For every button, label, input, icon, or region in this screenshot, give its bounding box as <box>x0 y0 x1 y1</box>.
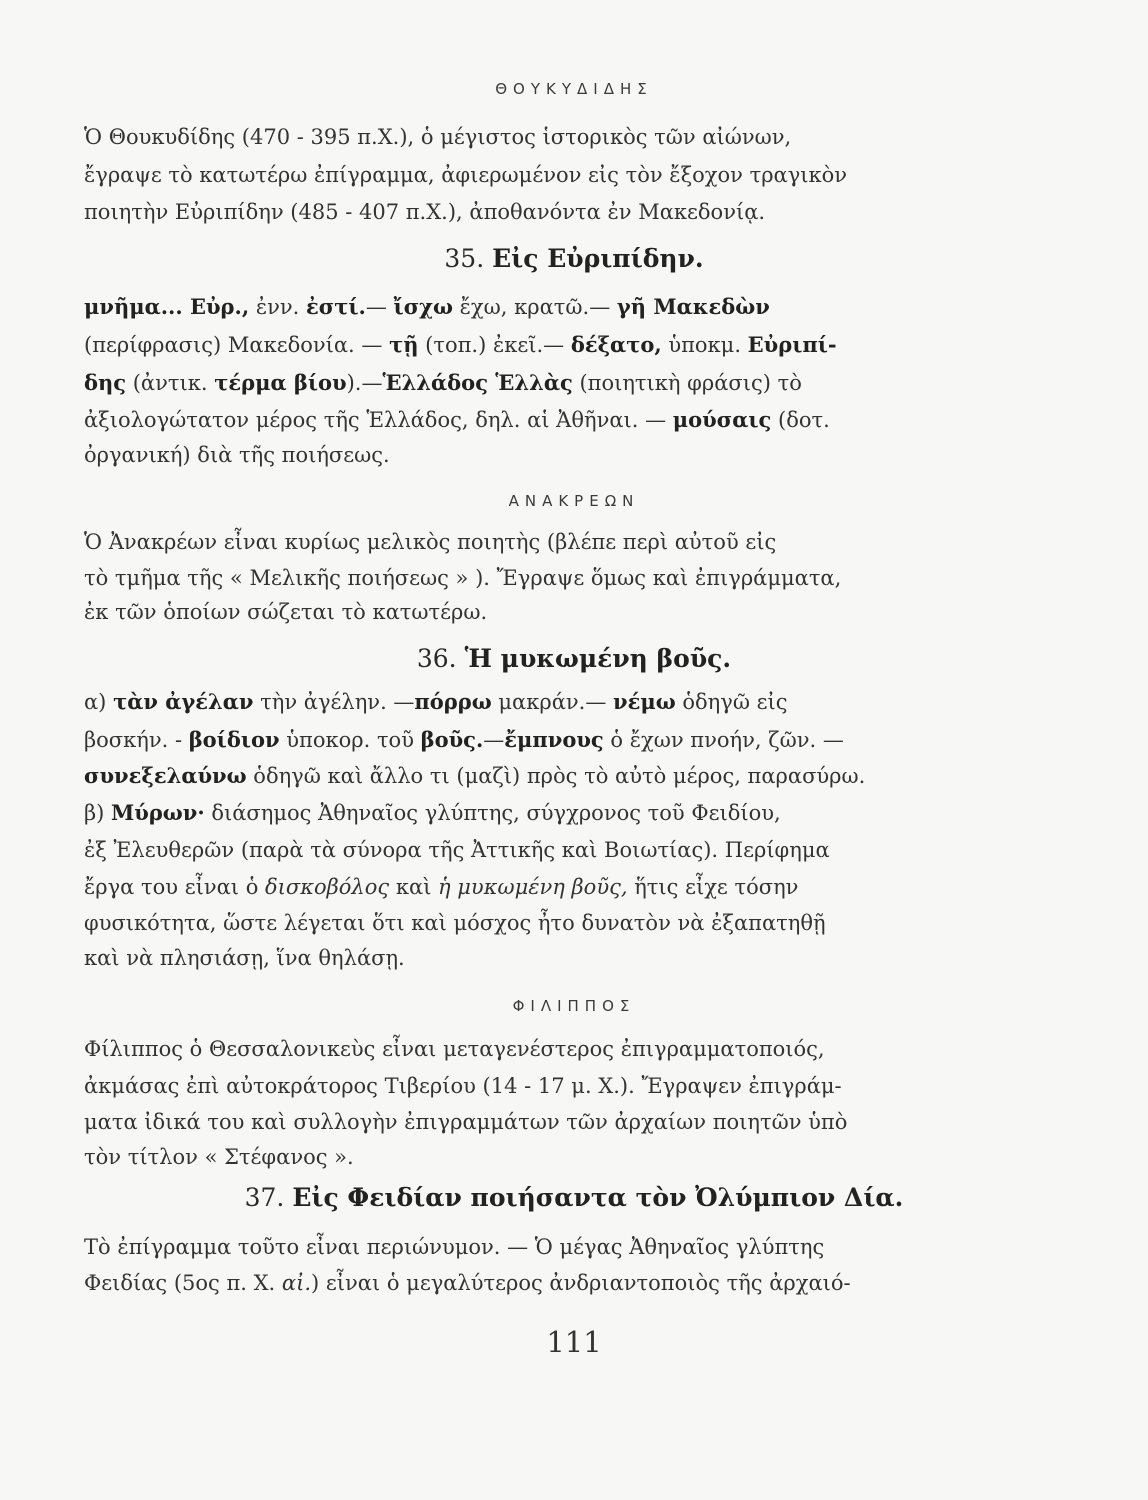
gloss: ὁδηγῶ εἰς <box>675 690 788 714</box>
lemma: τὰν ἀγέλαν <box>113 689 254 714</box>
notes-37-line-1: Τὸ ἐπίγραμμα τοῦτο εἶναι περιώνυμον. — Ὁ μέγας Ἀθηναῖος γλύπτης <box>84 1235 825 1259</box>
gloss: ὁ ἔχων πνοήν, ζῶν. — <box>603 728 844 752</box>
lemma: Μύρων· <box>111 800 205 825</box>
gloss: ἐνν. <box>249 295 306 319</box>
notes-36-line-3 <box>84 761 964 791</box>
gloss: — <box>483 728 505 752</box>
work-title: ἡ μυκωμένη βοῦς, <box>438 875 628 899</box>
philippos-intro-line-2: ἀκμάσας ἐπὶ αὐτοκράτορος Τιβερίου (14 - 17 μ. Χ.). Ἔγραψεν ἐπιγράμ- <box>84 1074 842 1098</box>
lemma: Εὐριπί- <box>747 332 837 357</box>
thucydides-intro-line-3: ποιητὴν Εὐριπίδην (485 - 407 π.Χ.), ἀποθανόντα ἐν Μακεδονίᾳ. <box>84 200 766 224</box>
gloss: καὶ <box>389 875 439 899</box>
gloss: ἔχω, κρατῶ.— <box>452 295 617 319</box>
gloss: (ποιητικὴ φράσις) τὸ <box>572 371 802 395</box>
lemma: ἴσχω <box>393 294 453 319</box>
lemma: δέξατο, <box>570 332 662 357</box>
epigram-title-text: Εἰς Φειδίαν ποιήσαντα τὸν Ὀλύμπιον Δία. <box>292 1183 904 1212</box>
gloss: ὑποκμ. <box>661 333 748 357</box>
lemma: δης <box>84 370 127 395</box>
notes-35-line-2 <box>84 330 964 360</box>
lemma: ἐστί. <box>305 294 366 319</box>
gloss: α) <box>84 690 114 714</box>
lemma: βοῦς. <box>420 727 484 752</box>
philippos-intro-line-3: ματα ἰδικά του καὶ συλλογὴν ἐπιγραμμάτων τῶν ἀρχαίων ποιητῶν ὑπὸ <box>84 1110 848 1134</box>
gloss: — <box>365 295 394 319</box>
gloss: β) <box>84 801 112 825</box>
lemma: ἔμπνους <box>504 727 604 752</box>
thucydides-intro-line-1: Ὁ Θουκυδίδης (470 - 395 π.Χ.), ὁ μέγιστος ἱστορικὸς τῶν αἰώνων, <box>84 125 792 149</box>
notes-35-line-4 <box>84 405 964 435</box>
epigram-title-text: Ἡ μυκωμένη βοῦς. <box>464 644 732 673</box>
gloss: (ἀντικ. <box>126 371 215 395</box>
philippos-intro-line-4: τὸν τίτλον « Στέφανος ». <box>84 1145 354 1169</box>
lemma: γῆ Μακεδὼν <box>616 294 770 319</box>
notes-35-line-5: ὀργανική) διὰ τῆς ποιήσεως. <box>84 443 390 467</box>
page-number: 111 <box>546 1325 602 1359</box>
notes-36-line-1 <box>84 687 964 717</box>
gloss: (περίφρασις) Μακεδονία. — <box>84 333 390 357</box>
gloss: ) εἶναι ὁ μεγαλύτερος ἀνδριαντοποιὸς τῆς ἀρχαιό- <box>311 1271 851 1295</box>
notes-36-line-4 <box>84 798 964 828</box>
lemma: τέρμα βίου <box>214 370 347 395</box>
gloss: ἥτις εἶχε τόσην <box>627 875 799 899</box>
epigram-title-35 <box>0 244 1148 273</box>
epigram-number: 36. <box>416 644 457 673</box>
lemma: μούσαις <box>672 407 772 432</box>
notes-36-line-2 <box>84 725 964 755</box>
notes-36-line-8: καὶ νὰ πλησιάσῃ, ἵνα θηλάσῃ. <box>84 946 405 970</box>
work-title: δισκοβόλος <box>265 875 390 899</box>
lemma: βοίδιον <box>188 727 280 752</box>
section-heading-anacreon: ΑΝΑΚΡΕΩΝ <box>508 492 640 510</box>
gloss: (τοπ.) ἐκεῖ.— <box>418 333 571 357</box>
gloss: ).— <box>346 371 383 395</box>
thucydides-intro-line-2: ἔγραψε τὸ κατωτέρω ἐπίγραμμα, ἀφιερωμένον εἰς τὸν ἔξοχον τραγικὸν <box>84 163 848 187</box>
notes-36-line-7: φυσικότητα, ὥστε λέγεται ὅτι καὶ μόσχος ἦτο δυνατὸν νὰ ἐξαπατηθῇ <box>84 911 826 935</box>
anacreon-intro-line-1: Ὁ Ἀνακρέων εἶναι κυρίως μελικὸς ποιητὴς (βλέπε περὶ αὐτοῦ εἰς <box>84 530 777 554</box>
anacreon-intro-line-3: ἐκ τῶν ὁποίων σώζεται τὸ κατωτέρω. <box>84 600 488 624</box>
notes-35-line-1 <box>84 292 964 322</box>
gloss: ὁδηγῶ καὶ ἄλλο τι (μαζὶ) πρὸς τὸ αὐτὸ μέρος, παρασύρω. <box>246 764 866 788</box>
notes-35-line-3 <box>84 368 964 398</box>
notes-36-line-6 <box>84 872 964 902</box>
gloss: Φειδίας (5ος π. Χ. <box>84 1271 282 1295</box>
epigram-title-text: Εἰς Εὐριπίδην. <box>492 244 704 273</box>
philippos-intro-line-1: Φίλιππος ὁ Θεσσαλονικεὺς εἶναι μεταγενέστερος ἐπιγραμματοποιός, <box>84 1037 825 1061</box>
epigram-number: 35. <box>444 244 485 273</box>
section-heading-thucydides: ΘΟΥΚΥΔΙΔΗΣ <box>495 80 653 98</box>
gloss: ἀξιολογώτατον μέρος τῆς Ἑλλάδος, δηλ. αἱ Ἀθῆναι. — <box>84 408 673 432</box>
epigram-title-37 <box>0 1183 1148 1212</box>
lemma: μνῆμα... Εὐρ., <box>84 294 250 319</box>
gloss: ἔργα του εἶναι ὁ <box>84 875 266 899</box>
notes-36-line-5: ἐξ Ἐλευθερῶν (παρὰ τὰ σύνορα τῆς Ἀττικῆς καὶ Βοιωτίας). Περίφημα <box>84 838 830 862</box>
gloss: τὴν ἀγέλην. — <box>253 690 415 714</box>
anacreon-intro-line-2: τὸ τμῆμα τῆς « Μελικῆς ποιήσεως » ). Ἔγραψε ὅμως καὶ ἐπιγράμματα, <box>84 566 842 590</box>
section-heading-philippos: ΦΙΛΙΠΠΟΣ <box>512 997 636 1015</box>
epigram-title-36 <box>0 644 1148 673</box>
gloss: βοσκήν. - <box>84 728 189 752</box>
abbreviation: αἰ. <box>281 1271 312 1295</box>
gloss: μακράν.— <box>491 690 614 714</box>
lemma: Ἑλλάδος Ἑλλὰς <box>382 370 573 395</box>
gloss: διάσημος Ἀθηναῖος γλύπτης, σύγχρονος τοῦ Φειδίου, <box>204 801 781 825</box>
epigram-number: 37. <box>244 1183 285 1212</box>
gloss: (δοτ. <box>771 408 830 432</box>
lemma: τῇ <box>389 332 419 357</box>
lemma: πόρρω <box>414 689 492 714</box>
gloss: ὑποκορ. τοῦ <box>279 728 421 752</box>
notes-37-line-2 <box>84 1268 964 1298</box>
lemma: συνεξελαύνω <box>84 763 247 788</box>
lemma: νέμω <box>613 689 676 714</box>
